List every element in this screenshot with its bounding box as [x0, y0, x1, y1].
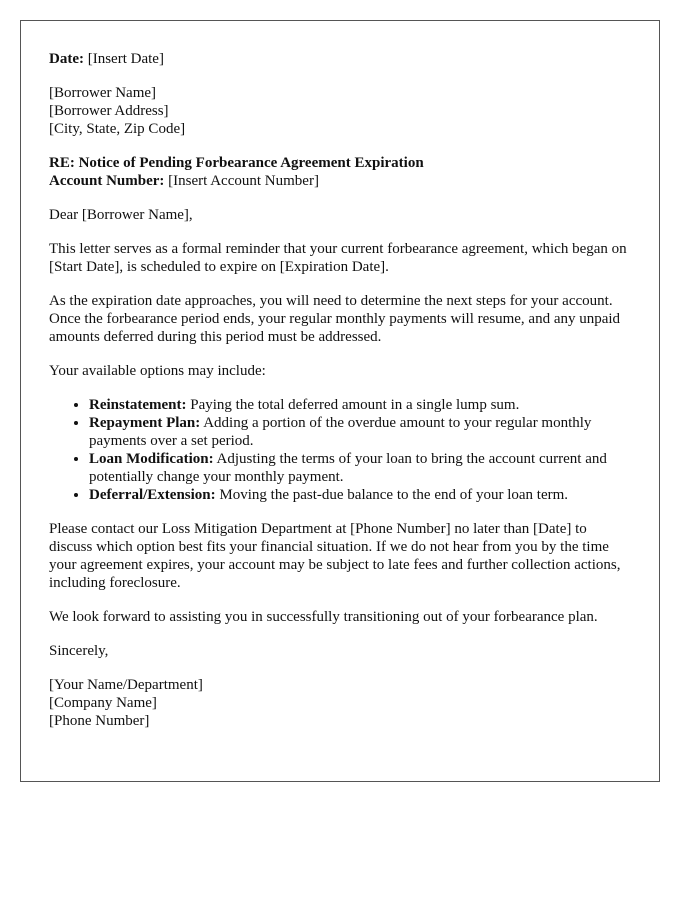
salutation: Dear [Borrower Name], — [49, 207, 193, 223]
recipient-name: [Borrower Name] — [49, 85, 157, 101]
recipient-city: [City, State, Zip Code] — [49, 121, 186, 137]
signature-company: [Company Name] — [49, 695, 157, 711]
paragraph-contact: Please contact our Loss Mitigation Department at [Phone Number] no later than [Date] to discuss which option best fits your financial situation. If we do not hear from you by the time your agreement expires, your account may be subject to late fees and further collection actions, including foreclosure. — [49, 521, 621, 591]
date-line — [49, 50, 631, 68]
list-item — [89, 414, 631, 450]
option-term: Deferral/Extension: — [89, 487, 216, 503]
subject-line: RE: Notice of Pending Forbearance Agreement Expiration — [49, 155, 424, 171]
paragraph-intro: This letter serves as a formal reminder that your current forbearance agreement, which began on [Start Date], is scheduled to expire on [Expiration Date]. — [49, 241, 627, 275]
option-desc: Adding a portion of the overdue amount to your regular monthly payments over a set period. — [89, 415, 592, 449]
list-item — [89, 396, 631, 414]
account-value: [Insert Account Number] — [168, 173, 319, 189]
option-term: Repayment Plan: — [89, 415, 201, 431]
date-value: [Insert Date] — [87, 51, 164, 67]
reference-block — [49, 154, 631, 190]
option-desc: Paying the total deferred amount in a single lump sum. — [190, 397, 520, 413]
list-item — [89, 450, 631, 486]
letter-document — [20, 20, 660, 782]
recipient-address — [49, 84, 631, 138]
signature-name: [Your Name/Department] — [49, 677, 203, 693]
signature-block — [49, 676, 631, 730]
option-term: Reinstatement: — [89, 397, 187, 413]
paragraph-options-lead: Your available options may include: — [49, 363, 266, 379]
options-list — [49, 396, 631, 504]
option-desc: Adjusting the terms of your loan to bring the account current and potentially change your monthly payment. — [89, 451, 607, 485]
signature-phone: [Phone Number] — [49, 713, 150, 729]
date-label: Date: — [49, 51, 84, 67]
recipient-street: [Borrower Address] — [49, 103, 169, 119]
paragraph-next-steps: As the expiration date approaches, you will need to determine the next steps for your account. Once the forbearance period ends, your regular monthly payments will resume, and any unpaid amounts deferred during this period must be addressed. — [49, 293, 621, 345]
list-item — [89, 486, 631, 504]
paragraph-closing: We look forward to assisting you in successfully transitioning out of your forbearance plan. — [49, 609, 598, 625]
option-desc: Moving the past-due balance to the end of your loan term. — [219, 487, 569, 503]
option-term: Loan Modification: — [89, 451, 214, 467]
account-label: Account Number: — [49, 173, 165, 189]
sign-off: Sincerely, — [49, 643, 109, 659]
